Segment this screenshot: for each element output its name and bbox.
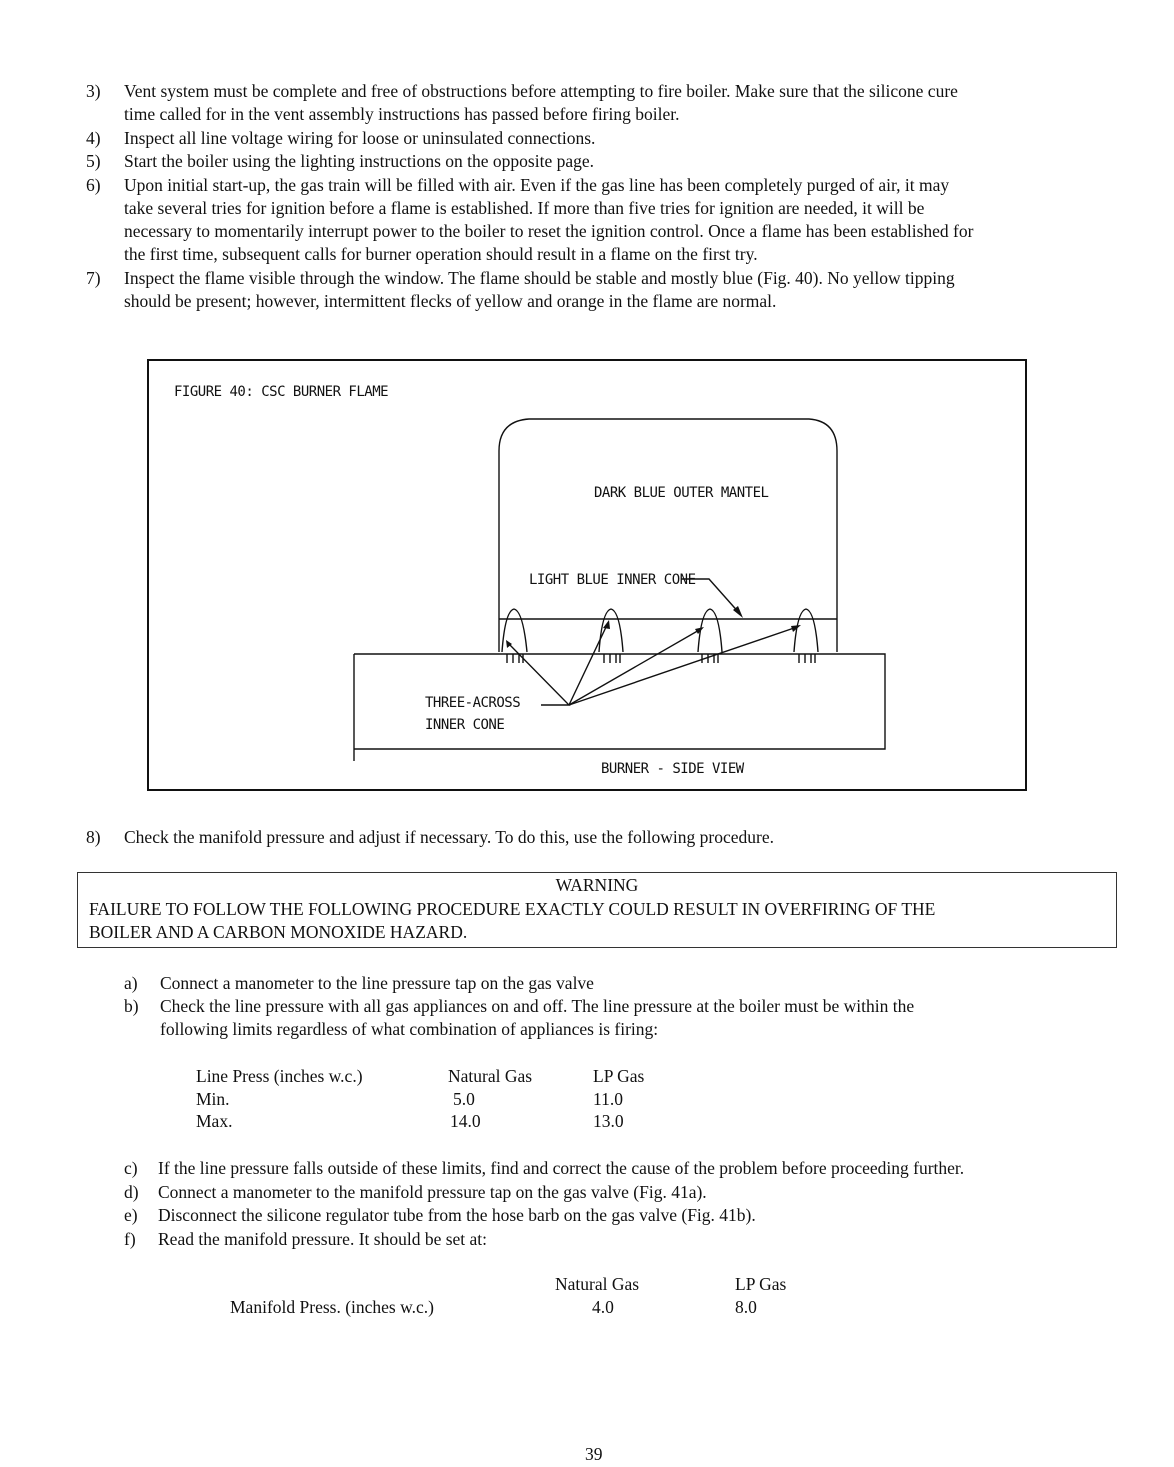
step-letter: a) bbox=[124, 973, 138, 993]
step-e-text: Disconnect the silicone regulator tube from the hose barb on the gas valve (Fig. 41b). bbox=[158, 1205, 756, 1225]
item-7-line-1: Inspect the flame visible through the window. The flame should be stable and mostly blue (Fig. 40). No yellow tipping bbox=[124, 268, 955, 288]
step-d-text: Connect a manometer to the manifold pressure tap on the gas valve (Fig. 41a). bbox=[158, 1182, 707, 1202]
table-cell: 4.0 bbox=[592, 1297, 614, 1317]
item-6-line-3: necessary to momentarily interrupt power to the boiler to reset the ignition control. Once a flame has been established for bbox=[124, 221, 974, 241]
side-view-label: BURNER - SIDE VIEW bbox=[601, 761, 744, 777]
item-8-text: Check the manifold pressure and adjust if necessary. To do this, use the following procedure. bbox=[124, 827, 774, 847]
table-cell: 5.0 bbox=[453, 1089, 475, 1109]
step-letter: e) bbox=[124, 1205, 138, 1225]
inner-cone-3 bbox=[698, 609, 722, 652]
table-header: Line Press (inches w.c.) bbox=[196, 1066, 363, 1086]
item-3-line-2: time called for in the vent assembly instructions has passed before firing boiler. bbox=[124, 104, 680, 124]
inner-cone-label: LIGHT BLUE INNER CONE bbox=[529, 572, 696, 588]
warning-title: WARNING bbox=[555, 875, 639, 895]
step-letter: d) bbox=[124, 1182, 139, 1202]
item-5-line-1: Start the boiler using the lighting instructions on the opposite page. bbox=[124, 151, 595, 171]
item-number: 5) bbox=[86, 151, 101, 171]
outer-mantel-label: DARK BLUE OUTER MANTEL bbox=[594, 485, 769, 501]
inner-cone-2 bbox=[599, 609, 623, 652]
item-number: 8) bbox=[86, 827, 101, 847]
step-letter: c) bbox=[124, 1158, 138, 1178]
table-cell: Min. bbox=[196, 1089, 230, 1109]
warning-box bbox=[77, 872, 1117, 948]
table-header: LP Gas bbox=[593, 1066, 645, 1086]
table-row-label: Manifold Press. (inches w.c.) bbox=[230, 1297, 434, 1317]
step-b-line-1: Check the line pressure with all gas appliances on and off. The line pressure at the boiler must be within the bbox=[160, 996, 915, 1016]
item-6-line-2: take several tries for ignition before a flame is established. If more than five tries for ignition are needed, it will be bbox=[124, 198, 925, 218]
step-letter: b) bbox=[124, 996, 139, 1016]
table-header: Natural Gas bbox=[555, 1274, 640, 1294]
three-across-leader-2 bbox=[569, 625, 607, 705]
step-a-text: Connect a manometer to the line pressure tap on the gas valve bbox=[160, 973, 594, 993]
page-number: 39 bbox=[585, 1444, 603, 1464]
three-across-label-line-1: THREE-ACROSS bbox=[425, 695, 521, 711]
warning-line-1: FAILURE TO FOLLOW THE FOLLOWING PROCEDURE EXACTLY COULD RESULT IN OVERFIRING OF THE bbox=[89, 899, 936, 919]
table-header: LP Gas bbox=[735, 1274, 787, 1294]
port-hatch-4 bbox=[799, 654, 815, 663]
table-header: Natural Gas bbox=[448, 1066, 533, 1086]
arrowhead-cone-2 bbox=[603, 620, 610, 629]
item-3-line-1: Vent system must be complete and free of obstructions before attempting to fire boiler. Make sure that the silicone cure bbox=[124, 81, 958, 101]
item-7-line-2: should be present; however, intermittent flecks of yellow and orange in the flame are normal. bbox=[124, 291, 777, 311]
table-cell: Max. bbox=[196, 1111, 233, 1131]
item-number: 4) bbox=[86, 128, 101, 148]
item-number: 6) bbox=[86, 175, 101, 195]
port-hatch-2 bbox=[604, 654, 620, 663]
table-cell: 8.0 bbox=[735, 1297, 757, 1317]
three-across-label-line-2: INNER CONE bbox=[425, 717, 505, 733]
inner-cone-1 bbox=[502, 609, 527, 652]
inner-cone-4 bbox=[794, 609, 818, 652]
table-cell: 14.0 bbox=[450, 1111, 481, 1131]
step-c-text: If the line pressure falls outside of these limits, find and correct the cause of the problem before proceeding further. bbox=[158, 1158, 965, 1178]
table-cell: 13.0 bbox=[593, 1111, 624, 1131]
item-4-line-1: Inspect all line voltage wiring for loose or uninsulated connections. bbox=[124, 128, 596, 148]
table-cell: 11.0 bbox=[593, 1089, 623, 1109]
step-b-line-2: following limits regardless of what combination of appliances is firing: bbox=[160, 1019, 659, 1039]
step-f-text: Read the manifold pressure. It should be set at: bbox=[158, 1229, 488, 1249]
item-6-line-4: the first time, subsequent calls for burner operation should result in a flame on the first try. bbox=[124, 244, 758, 264]
outer-mantel-outline bbox=[499, 419, 837, 652]
item-number: 7) bbox=[86, 268, 101, 288]
item-number: 3) bbox=[86, 81, 101, 101]
figure-40-frame bbox=[147, 359, 1027, 791]
step-letter: f) bbox=[124, 1229, 136, 1249]
item-6-line-1: Upon initial start-up, the gas train will be filled with air. Even if the gas line has been completely purged of air, it may bbox=[124, 175, 950, 195]
figure-title: FIGURE 40: CSC BURNER FLAME bbox=[174, 384, 389, 400]
warning-line-2: BOILER AND A CARBON MONOXIDE HAZARD. bbox=[89, 922, 468, 942]
